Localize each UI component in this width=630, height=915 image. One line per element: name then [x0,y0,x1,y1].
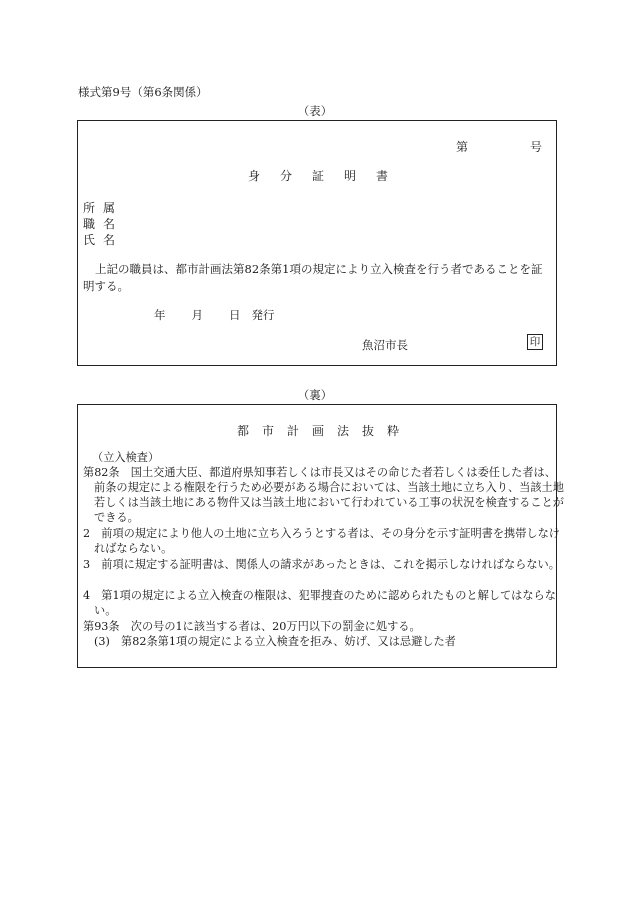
field-affiliation-label: 所属 [83,201,124,215]
law-paragraph-3: 3 前項に規定する証明書は、関係人の請求があったときは、これを掲示しなければならない。 [83,558,560,571]
law-paragraph-4: 4 第1項の規定による立入検査の権限は、犯罪捜査のために認められたものと解してはならない。 [83,589,556,617]
issuer-name: 魚沼市長 [362,338,408,352]
law-section-heading: （立入検査） [92,451,160,464]
field-position-label: 職名 [83,217,124,231]
certificate-number-label: 第 [456,140,469,154]
front-side-label: （表） [297,104,333,118]
certificate-body: 上記の職員は、都市計画法第82条第1項の規定により立入検査を行う者であることを証明する。 [83,262,543,293]
form-number: 様式第9号（第6条関係） [78,85,208,99]
issue-month-label: 月 [191,308,203,322]
law-article-93-item-3: (3) 第82条第1項の規定による立入検査を拒み、妨げ、又は忌避した者 [94,635,456,648]
certificate-number-suffix: 号 [530,140,543,154]
law-excerpt-title: 都市計画法抜粋 [236,424,412,438]
seal-stamp: 印 [527,334,543,350]
issue-day-label: 日 [229,308,241,322]
certificate-front-box [77,120,557,366]
field-name-label: 氏名 [83,233,124,247]
law-article-82: 第82条 国土交通大臣、都道府県知事若しくは市長又はその命じた者若しくは委任した者は、前条の規定による権限を行うため必要がある場合においては、当該土地に立ち入り、当該土地若しくは当該土地にある物件又は当該土地において行われている工事の状況を検査することができる。 [83,466,564,524]
issue-date [154,307,275,323]
law-paragraph-2: 2 前項の規定により他人の土地に立ち入ろうとする者は、その身分を示す証明書を携帯しなければならない。 [83,527,560,555]
law-article-93: 第93条 次の号の1に該当する者は、20万円以下の罰金に処する。 [83,620,421,633]
issue-year-label: 年 [154,308,166,322]
back-side-label: （裏） [297,388,333,402]
certificate-title: 身分証明書 [247,169,408,183]
certificate-back-box [77,404,564,668]
issue-issued-label: 発行 [251,308,275,322]
